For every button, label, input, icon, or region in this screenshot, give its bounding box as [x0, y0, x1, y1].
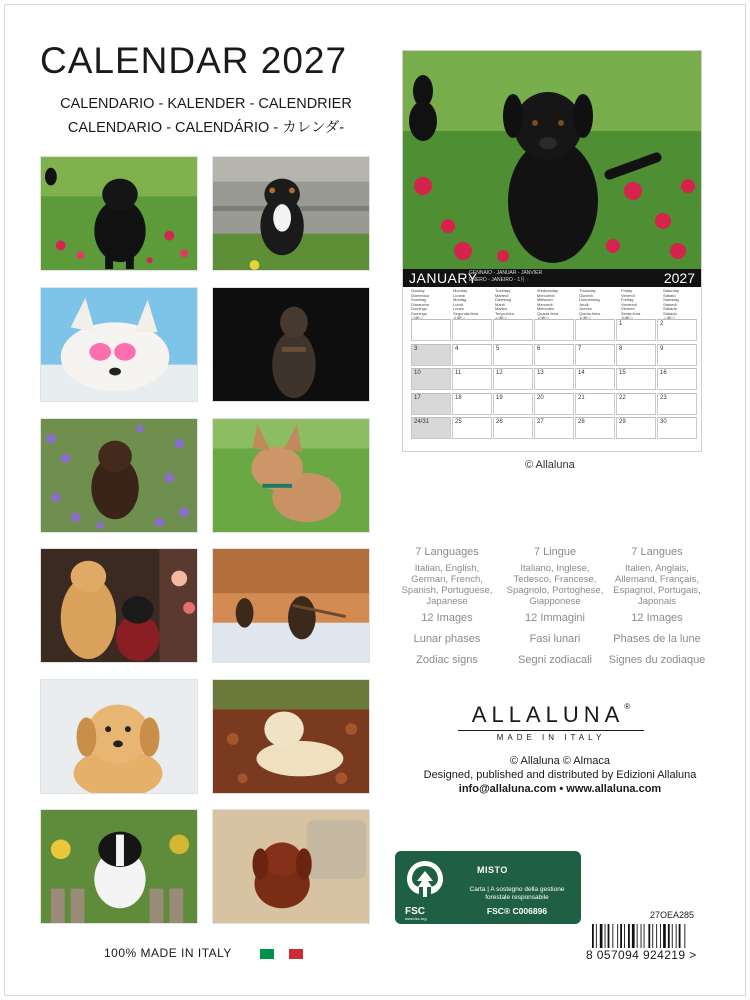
calendar-day-cell: 7 — [575, 344, 615, 366]
month-year: 2027 — [663, 270, 695, 286]
calendar-day-cell: 14 — [575, 368, 615, 390]
thumbnail-shepherds-snow — [212, 548, 370, 663]
fsc-text: Carta | A sostegno della gestione forestale responsabile — [469, 886, 565, 901]
logo-wordmark: ALLALUNA — [471, 702, 625, 727]
thumbnail-golden-retriever-leaves — [212, 679, 370, 794]
thumbnail-dark-dog — [212, 287, 370, 402]
product-code: 27OEA285 — [650, 910, 695, 920]
italian-flag-white — [274, 949, 288, 959]
calendar-day-cell: 12 — [493, 368, 533, 390]
zodiac-signs: Zodiac signs — [416, 654, 478, 666]
weekday-wednesday: Wednesday Mercoledì Mittwoch Mercredi Miércoles Quarta-feira — [537, 288, 559, 316]
calendar-day-cell: 26 — [493, 417, 533, 439]
calendar-day-cell: 29 — [616, 417, 656, 439]
weekday-saturday: Saturday Sabato Samstag Samedi Sábado Sábado — [663, 288, 680, 316]
fsc-label: FSC — [405, 906, 425, 917]
month-translation-2: ENERO - JANEIRO - 1月 — [469, 277, 526, 283]
thumbnail-golden-puppy — [40, 679, 198, 794]
thumbnail-border-collie — [40, 809, 198, 924]
thumbnail-black-labrador — [40, 156, 198, 271]
calendar-day-cell: 25 — [452, 417, 492, 439]
month-translation-1: GENNAIO - JANUAR - JANVIER — [469, 270, 543, 276]
fsc-misto: MISTO — [477, 865, 508, 875]
calendar-day-cell — [493, 319, 533, 341]
images-count: 12 Immagini — [525, 612, 585, 624]
weekday-header-row — [407, 289, 699, 315]
calendar-day-cell — [534, 319, 574, 341]
calendar-day-cell: 13 — [534, 368, 574, 390]
lunar-phases: Phases de la lune — [613, 633, 701, 645]
calendar-day-cell — [452, 319, 492, 341]
calendar-cover-preview — [402, 50, 702, 452]
calendar-grid — [411, 319, 695, 441]
languages-heading: 7 Langues — [631, 546, 683, 558]
images-count: 12 Images — [421, 612, 473, 624]
fsc-certification-box — [395, 851, 581, 924]
calendar-day-cell: 5 — [493, 344, 533, 366]
calendar-day-cell: 27 — [534, 417, 574, 439]
page-title: CALENDAR 2027 — [40, 40, 348, 81]
cover-photo-black-labrador — [403, 51, 702, 269]
calendar-day-cell: 2 — [657, 319, 697, 341]
copyright-line: © Allaluna © Almaca — [510, 755, 610, 767]
lunar-phases: Fasi lunari — [529, 633, 581, 645]
languages-list: Italien, Anglais, Allemand, Français, Espagnol, Portugais, Japonais — [613, 563, 701, 607]
calendar-day-cell: 24/31 — [411, 417, 451, 439]
calendar-day-cell: 17 — [411, 393, 451, 415]
publisher-line: Designed, published and distributed by Edizioni Allaluna — [423, 769, 697, 781]
zodiac-signs: Signes du zodiaque — [608, 654, 706, 666]
features-english — [397, 546, 497, 607]
calendar-day-cell: 1 — [616, 319, 656, 341]
weekday-thursday: Thursday Giovedì Donnerstag Jeudi Jueves Quinta-feira — [579, 288, 600, 316]
calendar-day-cell: 28 — [575, 417, 615, 439]
features-french — [607, 546, 707, 607]
thumbnail-bernese-puppy — [212, 156, 370, 271]
languages-heading: 7 Languages — [415, 546, 479, 558]
registered-mark: ® — [624, 702, 631, 711]
calendar-day-cell: 21 — [575, 393, 615, 415]
cover-credit: © Allaluna — [525, 459, 575, 471]
languages-heading: 7 Lingue — [533, 546, 577, 558]
calendar-day-cell: 4 — [452, 344, 492, 366]
allaluna-logo — [458, 702, 644, 742]
calendar-day-cell: 22 — [616, 393, 656, 415]
logo-divider — [458, 730, 644, 731]
month-header-bar — [403, 269, 702, 287]
features-italian — [505, 546, 605, 607]
thumbnail-white-dog-glasses — [40, 287, 198, 402]
weekday-friday: Friday Venerdì Freitag Vendredi Viernes Sexta-feira — [621, 288, 641, 316]
fsc-url: www.fsc.org — [405, 916, 427, 921]
italian-flag-red — [289, 949, 303, 959]
subtitle-translations-2: CALENDARIO - CALENDÁRIO - カレンダ- — [67, 120, 345, 136]
fsc-tree-icon — [403, 857, 447, 909]
calendar-day-cell: 23 — [657, 393, 697, 415]
calendar-day-cell — [411, 319, 451, 341]
month-translations — [469, 270, 542, 284]
languages-list: Italiano, Inglese, Tedesco, Francese, Spagnolo, Portoghese, Giapponese — [506, 563, 604, 607]
calendar-day-cell: 15 — [616, 368, 656, 390]
logo-tagline: MADE IN ITALY — [496, 733, 606, 742]
lunar-phases: Lunar phases — [413, 633, 481, 645]
thumbnail-french-bulldog — [212, 418, 370, 533]
calendar-day-cell: 16 — [657, 368, 697, 390]
calendar-day-cell: 9 — [657, 344, 697, 366]
weekday-monday: Monday Lunedì Montag Lundi Lunes Segunda-feira — [453, 288, 479, 316]
fsc-code: FSC® C006896 — [486, 906, 548, 916]
subtitle-translations-1: CALENDARIO - KALENDER - CALENDRIER — [60, 96, 352, 112]
languages-list: Italian, English, German, French, Spanish, Portuguese, Japanese — [401, 563, 493, 607]
calendar-day-cell — [575, 319, 615, 341]
calendar-day-cell: 30 — [657, 417, 697, 439]
calendar-day-cell: 19 — [493, 393, 533, 415]
thumbnail-brown-dog-lavender — [40, 418, 198, 533]
made-in-italy: 100% MADE IN ITALY — [104, 946, 232, 960]
calendar-day-cell: 18 — [452, 393, 492, 415]
month-name: JANUARY — [409, 270, 478, 286]
calendar-day-cell: 6 — [534, 344, 574, 366]
calendar-day-cell: 20 — [534, 393, 574, 415]
contact-line: info@allaluna.com • www.allaluna.com — [458, 783, 662, 795]
calendar-day-cell: 10 — [411, 368, 451, 390]
calendar-day-cell: 3 — [411, 344, 451, 366]
thumbnail-dachshund — [212, 809, 370, 924]
italian-flag-green — [260, 949, 274, 959]
calendar-day-cell: 8 — [616, 344, 656, 366]
thumbnail-golden-and-bulldog — [40, 548, 198, 663]
calendar-day-cell: 11 — [452, 368, 492, 390]
barcode-digits: 8 057094 924219 > — [586, 948, 697, 962]
weekday-sunday: Sunday Domenica Sonntag Dimanche Domingo Domingo — [411, 288, 430, 316]
weekday-tuesday: Tuesday Martedì Dienstag Mardi Martes Terça-feira — [495, 288, 514, 316]
zodiac-signs: Segni zodiacali — [518, 654, 592, 666]
images-count: 12 Images — [631, 612, 683, 624]
